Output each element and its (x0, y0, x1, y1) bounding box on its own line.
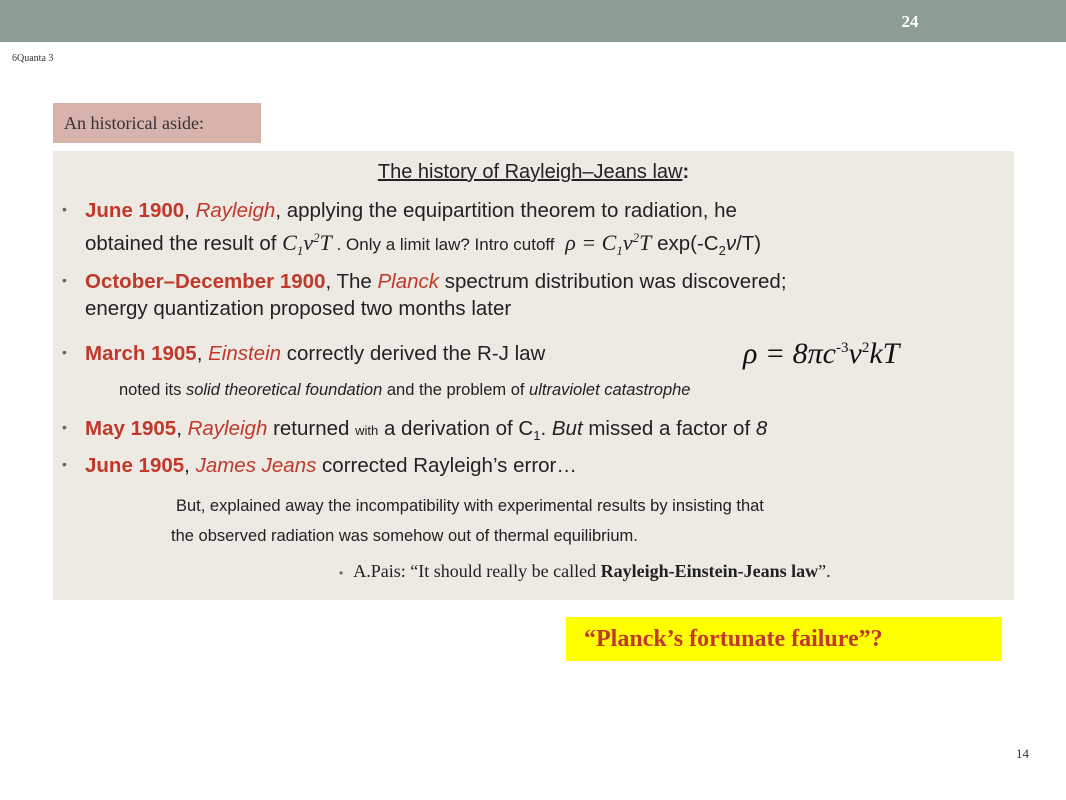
bullet-may-1905: • May 1905, Rayleigh returned with a derivation of $C_1$. But missed a factor of 8 (85, 415, 767, 449)
file-label: 6Quanta 3 (12, 53, 54, 64)
panel-title: The history of Rayleigh–Jeans law: (377, 161, 690, 183)
pais-quote: • A.Pais: “It should really be called Rayleigh-Einstein-Jeans law”. (339, 561, 831, 581)
content-panel (53, 151, 1014, 600)
note-solid-foundation: noted its solid theoretical foundation and the problem of ultraviolet catastrophe (119, 381, 691, 399)
bullet-dot-icon: • (62, 201, 67, 217)
bullet-march-1905: • March 1905, Einstein correctly derived the R-J law (85, 340, 545, 367)
note-explained-away: But, explained away the incompatibility with experimental results by insisting that (176, 497, 764, 515)
bullet-dot-icon: • (62, 456, 67, 472)
bullet-dot-icon: • (62, 419, 67, 435)
bullet-dot-icon: • (62, 344, 67, 360)
bullet-dot-icon: • (62, 272, 67, 288)
bullet-dot-icon: • (339, 566, 344, 580)
panel-title-text: The history of Rayleigh–Jeans law (377, 161, 683, 183)
slide-number-top: 24 (901, 12, 919, 31)
aside-tag: An historical aside: (53, 103, 261, 143)
note-out-of-equilibrium: the observed radiation was somehow out of thermal equilibrium. (171, 527, 638, 545)
rayleigh-jeans-formula: $\rho = 8\pi c^{-3}\nu^2kT$ (743, 337, 900, 370)
page-number: 14 (1016, 746, 1029, 761)
highlight-box: “Planck’s fortunate failure”? (566, 617, 1002, 661)
bullet-june-1905: • June 1905, James Jeans corrected Rayleigh’s error… (85, 452, 577, 479)
bullet-june-1900: • June 1900, Rayleigh, applying the equipartition theorem to radiation, he obtained the result of $C_1\nu^2T$ . Only a limit law? Intro cutoff $\rho = C_1\nu^2T$ $\exp(-C_2\nu/T)$ (85, 197, 761, 264)
bullet-oct-dec-1900: • October–December 1900, The Planck spectrum distribution was discovered; energy quantization proposed two months later (85, 268, 787, 322)
